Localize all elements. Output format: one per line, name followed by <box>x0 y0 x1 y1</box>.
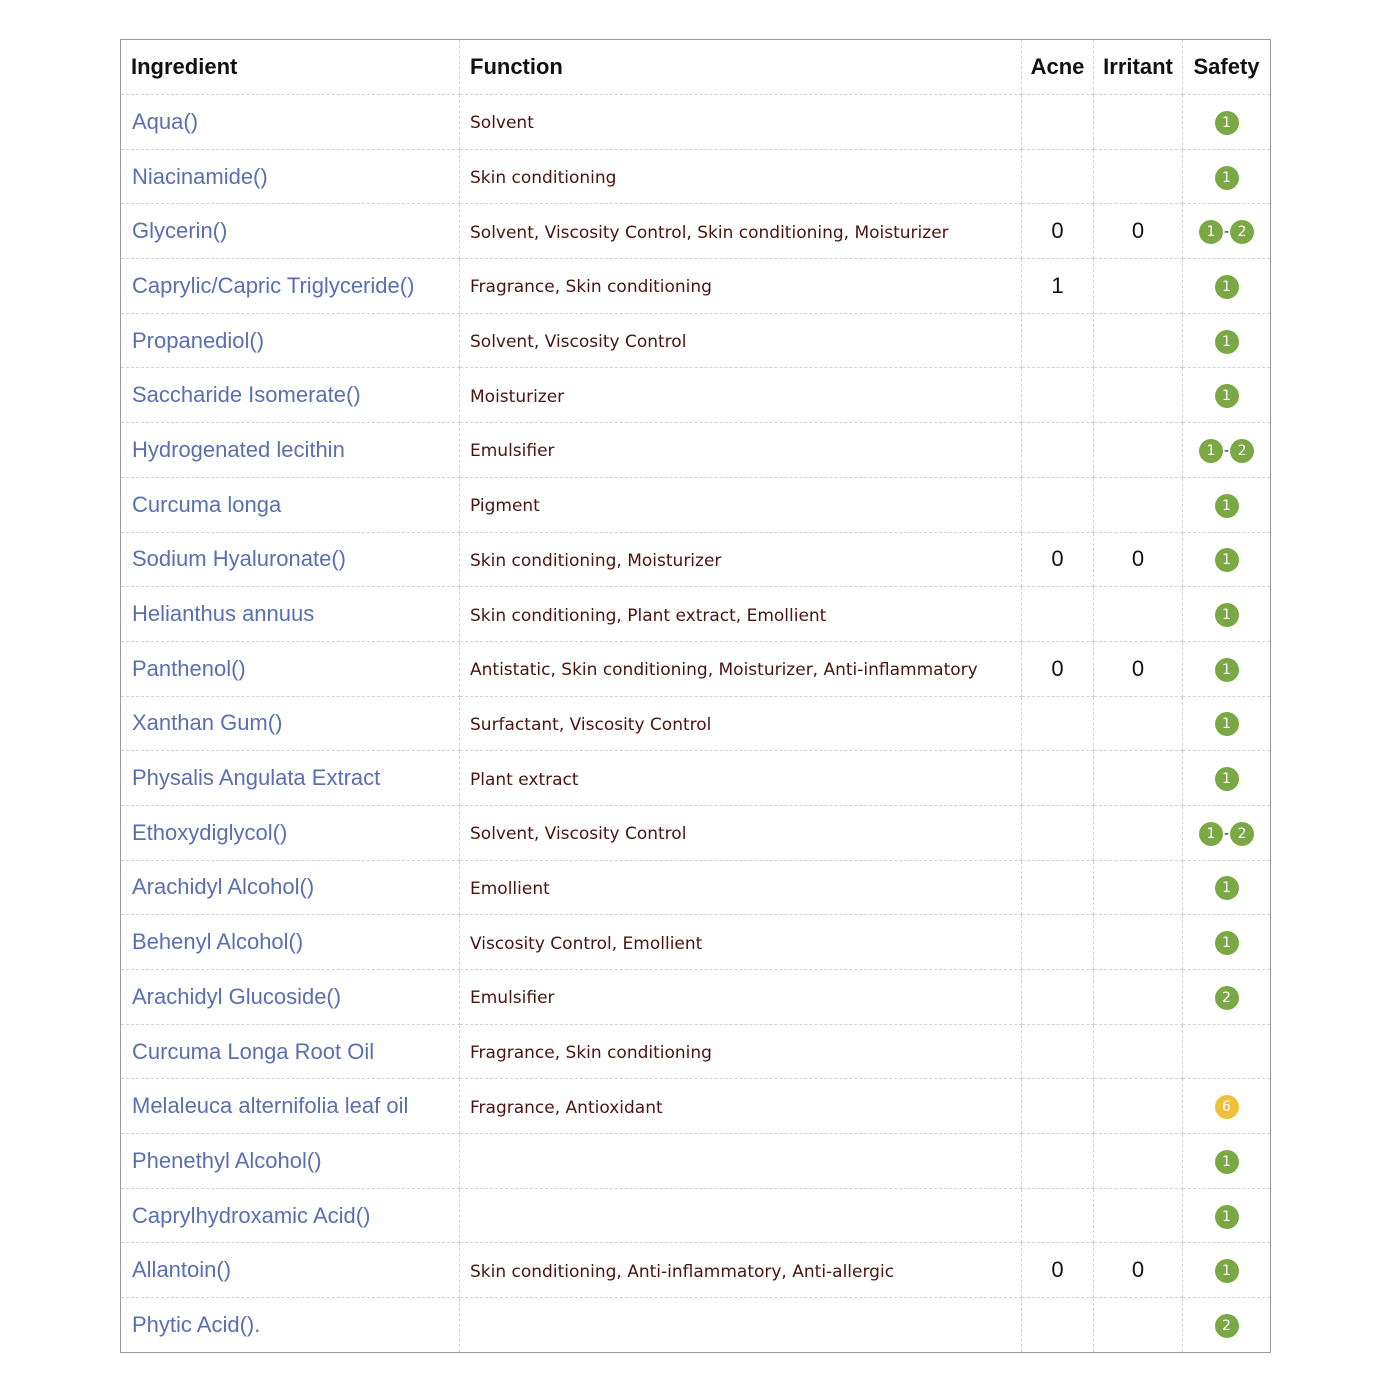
ingredient-link[interactable]: Physalis Angulata Extract <box>121 751 460 806</box>
range-dash: - <box>1223 224 1230 241</box>
safety-badge: 1 <box>1215 384 1239 408</box>
irritant-cell <box>1094 423 1183 478</box>
safety-cell <box>1183 149 1271 204</box>
ingredient-link[interactable]: Behenyl Alcohol() <box>121 915 460 970</box>
table-row <box>121 477 1271 532</box>
safety-cell <box>1183 1134 1271 1189</box>
irritant-cell: 0 <box>1094 204 1183 259</box>
table-row <box>121 1243 1271 1298</box>
ingredient-link[interactable]: Xanthan Gum() <box>121 696 460 751</box>
safety-badge: 2 <box>1215 986 1239 1010</box>
irritant-cell <box>1094 1079 1183 1134</box>
safety-badge: 1 <box>1215 658 1239 682</box>
irritant-cell <box>1094 587 1183 642</box>
range-dash: - <box>1223 825 1230 842</box>
function-cell: Solvent, Viscosity Control <box>460 805 1022 860</box>
acne-cell: 0 <box>1022 532 1094 587</box>
safety-badge: 1 <box>1199 822 1223 846</box>
ingredients-table <box>120 39 1271 1353</box>
safety-cell <box>1183 423 1271 478</box>
function-cell: Solvent, Viscosity Control, Skin conditioning, Moisturizer <box>460 204 1022 259</box>
function-cell <box>460 1134 1022 1189</box>
safety-badge: 1 <box>1215 603 1239 627</box>
ingredient-link[interactable]: Phenethyl Alcohol() <box>121 1134 460 1189</box>
function-cell: Skin conditioning, Plant extract, Emollient <box>460 587 1022 642</box>
safety-cell <box>1183 751 1271 806</box>
safety-badge: 1 <box>1215 767 1239 791</box>
table-row <box>121 95 1271 150</box>
table-row <box>121 259 1271 314</box>
ingredient-link[interactable]: Hydrogenated lecithin <box>121 423 460 478</box>
ingredient-link[interactable]: Sodium Hyaluronate() <box>121 532 460 587</box>
ingredient-link[interactable]: Niacinamide() <box>121 149 460 204</box>
table-header-row <box>121 40 1271 95</box>
table-row <box>121 970 1271 1025</box>
irritant-cell <box>1094 751 1183 806</box>
ingredient-link[interactable]: Allantoin() <box>121 1243 460 1298</box>
ingredient-link[interactable]: Arachidyl Alcohol() <box>121 860 460 915</box>
header-irritant: Irritant <box>1094 40 1183 95</box>
safety-badge: 2 <box>1230 822 1254 846</box>
ingredient-link[interactable]: Saccharide Isomerate() <box>121 368 460 423</box>
table-row <box>121 860 1271 915</box>
safety-badge: 1 <box>1215 494 1239 518</box>
irritant-cell <box>1094 1134 1183 1189</box>
ingredient-link[interactable]: Caprylhydroxamic Acid() <box>121 1188 460 1243</box>
safety-badge: 2 <box>1230 439 1254 463</box>
safety-cell <box>1183 477 1271 532</box>
safety-badge: 2 <box>1230 220 1254 244</box>
table-row <box>121 1188 1271 1243</box>
function-cell: Fragrance, Skin conditioning <box>460 1024 1022 1079</box>
function-cell: Emulsifier <box>460 970 1022 1025</box>
safety-badge: 1 <box>1215 876 1239 900</box>
irritant-cell <box>1094 95 1183 150</box>
ingredients-body <box>121 95 1271 1353</box>
irritant-cell <box>1094 477 1183 532</box>
irritant-cell <box>1094 970 1183 1025</box>
irritant-cell <box>1094 915 1183 970</box>
table-row <box>121 915 1271 970</box>
table-row <box>121 423 1271 478</box>
safety-badge: 1 <box>1215 1150 1239 1174</box>
irritant-cell <box>1094 259 1183 314</box>
acne-cell <box>1022 751 1094 806</box>
irritant-cell <box>1094 805 1183 860</box>
acne-cell <box>1022 860 1094 915</box>
table-row <box>121 204 1271 259</box>
ingredient-link[interactable]: Glycerin() <box>121 204 460 259</box>
safety-cell <box>1183 1024 1271 1079</box>
header-function: Function <box>460 40 1022 95</box>
safety-badge: 1 <box>1215 275 1239 299</box>
safety-badge: 1 <box>1215 1205 1239 1229</box>
header-safety: Safety <box>1183 40 1271 95</box>
safety-cell <box>1183 532 1271 587</box>
ingredient-link[interactable]: Panthenol() <box>121 641 460 696</box>
header-acne: Acne <box>1022 40 1094 95</box>
table-row <box>121 1079 1271 1134</box>
acne-cell: 1 <box>1022 259 1094 314</box>
table-row <box>121 696 1271 751</box>
safety-cell <box>1183 368 1271 423</box>
acne-cell <box>1022 95 1094 150</box>
table-row <box>121 751 1271 806</box>
safety-cell <box>1183 860 1271 915</box>
function-cell: Skin conditioning <box>460 149 1022 204</box>
acne-cell <box>1022 970 1094 1025</box>
acne-cell <box>1022 696 1094 751</box>
function-cell: Antistatic, Skin conditioning, Moisturizer, Anti-inflammatory <box>460 641 1022 696</box>
ingredient-link[interactable]: Propanediol() <box>121 313 460 368</box>
safety-badge: 1 <box>1215 1259 1239 1283</box>
function-cell <box>460 1188 1022 1243</box>
header-ingredient: Ingredient <box>121 40 460 95</box>
ingredient-link[interactable]: Helianthus annuus <box>121 587 460 642</box>
table-row <box>121 313 1271 368</box>
safety-cell <box>1183 641 1271 696</box>
ingredient-link[interactable]: Curcuma Longa Root Oil <box>121 1024 460 1079</box>
acne-cell: 0 <box>1022 204 1094 259</box>
irritant-cell: 0 <box>1094 1243 1183 1298</box>
function-cell: Surfactant, Viscosity Control <box>460 696 1022 751</box>
table-row <box>121 1134 1271 1189</box>
safety-badge: 1 <box>1199 439 1223 463</box>
acne-cell <box>1022 1298 1094 1353</box>
irritant-cell <box>1094 313 1183 368</box>
ingredients-panel <box>120 39 1270 1353</box>
acne-cell <box>1022 477 1094 532</box>
table-row <box>121 368 1271 423</box>
safety-cell <box>1183 696 1271 751</box>
safety-cell <box>1183 805 1271 860</box>
safety-cell <box>1183 1079 1271 1134</box>
table-row <box>121 1024 1271 1079</box>
safety-badge: 1 <box>1215 330 1239 354</box>
function-cell: Viscosity Control, Emollient <box>460 915 1022 970</box>
safety-badge: 1 <box>1199 220 1223 244</box>
safety-badge: 1 <box>1215 712 1239 736</box>
acne-cell <box>1022 1188 1094 1243</box>
acne-cell <box>1022 805 1094 860</box>
safety-cell <box>1183 204 1271 259</box>
ingredient-link[interactable]: Arachidyl Glucoside() <box>121 970 460 1025</box>
ingredient-link[interactable]: Aqua() <box>121 95 460 150</box>
safety-badge: 1 <box>1215 931 1239 955</box>
acne-cell <box>1022 915 1094 970</box>
acne-cell <box>1022 1134 1094 1189</box>
function-cell: Fragrance, Skin conditioning <box>460 259 1022 314</box>
table-row <box>121 805 1271 860</box>
acne-cell <box>1022 1079 1094 1134</box>
safety-badge: 1 <box>1215 166 1239 190</box>
irritant-cell <box>1094 696 1183 751</box>
safety-badge: 1 <box>1215 548 1239 572</box>
function-cell: Solvent <box>460 95 1022 150</box>
safety-cell <box>1183 970 1271 1025</box>
safety-cell <box>1183 1298 1271 1353</box>
irritant-cell <box>1094 149 1183 204</box>
irritant-cell <box>1094 1188 1183 1243</box>
safety-cell <box>1183 313 1271 368</box>
irritant-cell <box>1094 368 1183 423</box>
function-cell: Emulsifier <box>460 423 1022 478</box>
ingredient-link[interactable]: Ethoxydiglycol() <box>121 805 460 860</box>
table-row <box>121 532 1271 587</box>
table-row <box>121 641 1271 696</box>
ingredient-link[interactable]: Curcuma longa <box>121 477 460 532</box>
acne-cell <box>1022 368 1094 423</box>
ingredient-link[interactable]: Caprylic/Capric Triglyceride() <box>121 259 460 314</box>
safety-badge: 1 <box>1215 111 1239 135</box>
safety-cell <box>1183 95 1271 150</box>
function-cell: Moisturizer <box>460 368 1022 423</box>
acne-cell <box>1022 313 1094 368</box>
safety-cell <box>1183 1188 1271 1243</box>
safety-cell <box>1183 915 1271 970</box>
safety-badge: 6 <box>1215 1095 1239 1119</box>
function-cell: Solvent, Viscosity Control <box>460 313 1022 368</box>
safety-cell <box>1183 259 1271 314</box>
safety-cell <box>1183 1243 1271 1298</box>
function-cell: Skin conditioning, Anti-inflammatory, Anti-allergic <box>460 1243 1022 1298</box>
function-cell <box>460 1298 1022 1353</box>
acne-cell <box>1022 423 1094 478</box>
acne-cell <box>1022 587 1094 642</box>
function-cell: Skin conditioning, Moisturizer <box>460 532 1022 587</box>
irritant-cell: 0 <box>1094 641 1183 696</box>
function-cell: Fragrance, Antioxidant <box>460 1079 1022 1134</box>
function-cell: Emollient <box>460 860 1022 915</box>
function-cell: Pigment <box>460 477 1022 532</box>
safety-cell <box>1183 587 1271 642</box>
acne-cell <box>1022 149 1094 204</box>
irritant-cell <box>1094 1298 1183 1353</box>
table-row <box>121 149 1271 204</box>
acne-cell: 0 <box>1022 641 1094 696</box>
ingredient-link[interactable]: Melaleuca alternifolia leaf oil <box>121 1079 460 1134</box>
range-dash: - <box>1223 442 1230 459</box>
table-row <box>121 1298 1271 1353</box>
ingredient-link[interactable]: Phytic Acid(). <box>121 1298 460 1353</box>
table-row <box>121 587 1271 642</box>
acne-cell <box>1022 1024 1094 1079</box>
irritant-cell <box>1094 1024 1183 1079</box>
irritant-cell <box>1094 860 1183 915</box>
safety-badge: 2 <box>1215 1314 1239 1338</box>
function-cell: Plant extract <box>460 751 1022 806</box>
irritant-cell: 0 <box>1094 532 1183 587</box>
acne-cell: 0 <box>1022 1243 1094 1298</box>
